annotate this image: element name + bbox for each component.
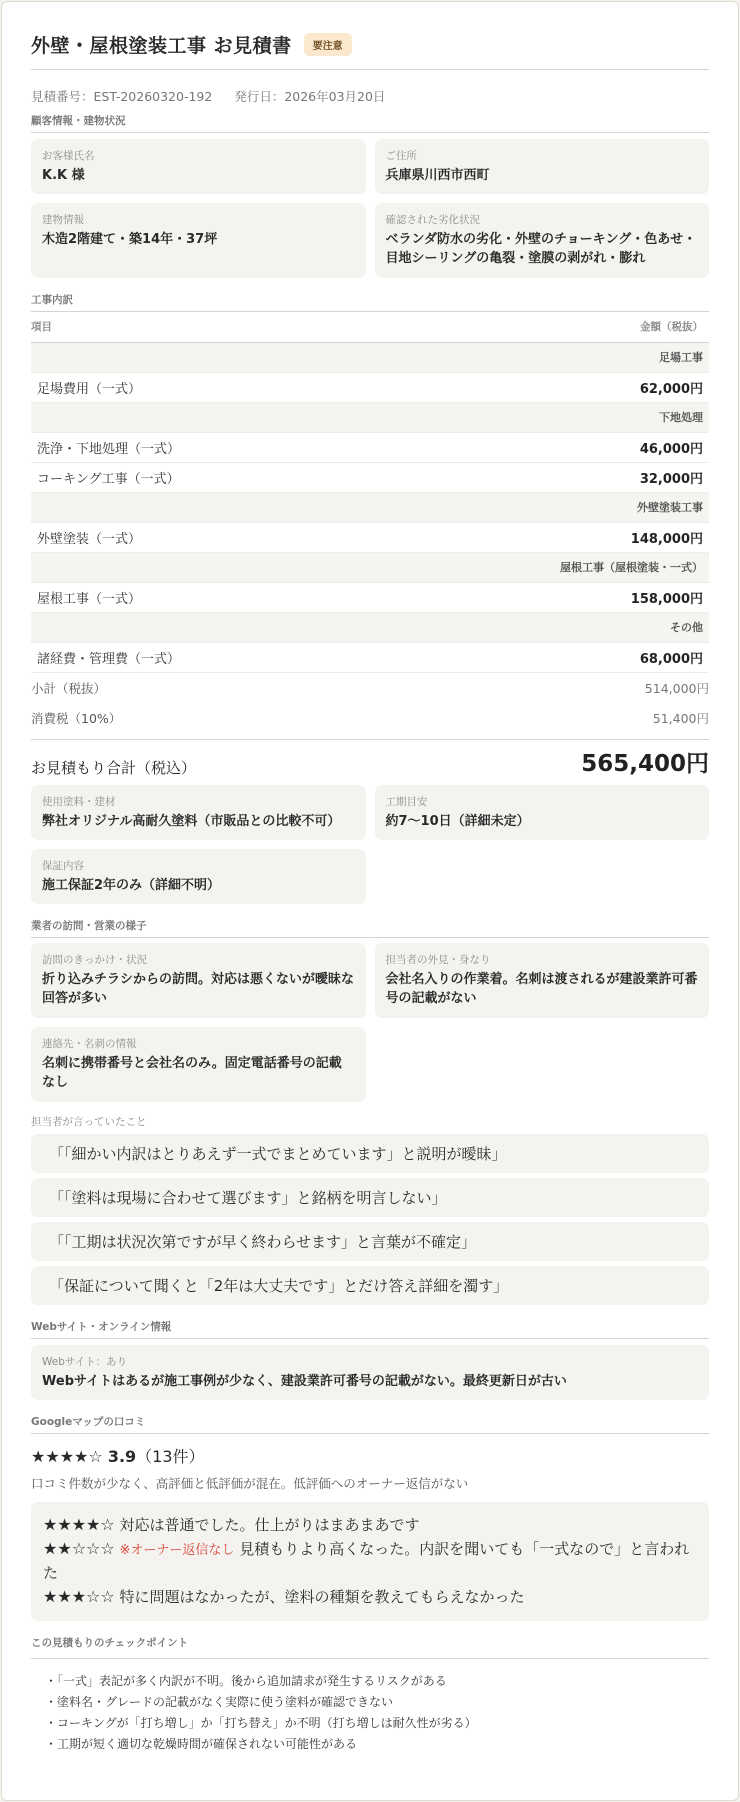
table-row [31,642,709,672]
total-value: 565,400円 [581,750,709,777]
table-row [31,462,709,492]
card-label: Webサイト：あり [42,1355,128,1368]
card-value: 折り込みチラシからの訪問。対応は悪くないが曖昧な回答が多い [42,971,355,1006]
review-text: 特に問題はなかったが、塗料の種類を教えてもらえなかった [119,1587,525,1606]
table-row [31,582,709,612]
works-section-title: 工事内訳 [31,292,709,312]
card-label: 連絡先・名刺の情報 [42,1037,137,1050]
review-stars-icon: ★★★★☆ [43,1514,115,1534]
subtotal-value: 514,000円 [644,680,709,696]
card-label: 確認された劣化状況 [385,214,480,226]
checkpoints-list [45,1671,709,1755]
estimate-number: 見積番号：EST-20260320-192 [31,89,213,104]
tax-label: 消費税（10%） [31,710,122,726]
building-info-card [31,203,366,278]
customer-section-title: 顧客情報・建物状況 [31,113,709,133]
estimate-meta [31,87,709,107]
item-amount: 68,000円 [476,642,709,672]
review-item [43,1537,697,1585]
item-label: 諸経費・管理費（一式） [31,642,476,672]
deterioration-card [375,203,710,278]
review-item [43,1585,697,1609]
card-label: お客様氏名 [42,150,95,162]
card-label: 使用塗料・建材 [42,795,116,808]
review-stars-icon: ★★★☆☆ [43,1586,115,1606]
works-table [31,312,709,673]
quote-item: 「「塗料は現場に合わせて選びます」と銘柄を明言しない」 [31,1178,709,1217]
total-row [31,748,709,778]
warranty-card [31,849,366,904]
category-row [31,612,709,642]
tax-value: 51,400円 [652,710,709,726]
item-label: 屋根工事（一式） [31,582,476,612]
item-amount: 32,000円 [476,462,709,492]
rating-value: 3.9 [107,1446,137,1466]
category-label: 外壁塗装工事 [31,492,709,522]
item-label: 洗浄・下地処理（一式） [31,432,476,462]
table-row [31,432,709,462]
card-label: 建物情報 [42,214,84,226]
card-value: 木造2階建て・築14年・37坪 [42,232,218,247]
google-section-title: Googleマップの口コミ [31,1414,709,1434]
card-value: 弊社オリジナル高耐久塗料（市販品との比較不可） [42,813,341,829]
card-value: 施工保証2年のみ（詳細不明） [42,877,221,893]
website-card [31,1345,709,1400]
category-row [31,342,709,372]
works-table-body [31,342,709,672]
quote-item: 「「細かい内訳はとりあえず一式でまとめています」と説明が曖昧」 [31,1134,709,1173]
warning-badge: 要注意 [304,33,352,56]
review-text: 見積もりより高くなった。内訳を聞いても「一式なので」と言われた [43,1539,690,1582]
page-title: 外壁・屋根塗装工事 お見積書 [31,34,292,57]
material-cards [31,785,709,904]
quote-item: 「保証について聞くと「2年は大丈夫です」とだけ答え詳細を濁す」 [31,1266,709,1305]
checkpoint-item: ・塗料名・グレードの記載がなく実際に使う塗料が確認できない [45,1694,394,1709]
card-value: 名刺に携帯番号と会社名のみ。固定電話番号の記載なし [42,1055,342,1090]
column-header-item: 項目 [31,312,476,342]
material-card [31,785,366,840]
table-row [31,522,709,552]
divider [31,739,709,740]
checkpoint-item: ・「一式」表記が多く内訳が不明。後から追加請求が発生するリスクがある [45,1673,447,1688]
category-label: 下地処理 [31,402,709,432]
schedule-card [375,785,710,840]
customer-cards [31,139,709,278]
customer-name-card [31,139,366,194]
card-label: ご住所 [385,150,417,162]
card-label: 担当者の外見・身なり [385,953,491,966]
reviews-box [31,1502,709,1621]
review-stars-icon: ★★☆☆☆ [43,1538,115,1558]
visit-section-title: 業者の訪問・営業の様子 [31,918,709,938]
card-label: 工期目安 [385,795,428,808]
address-card [375,139,710,194]
category-label: 屋根工事（屋根塗装・一式） [31,552,709,582]
card-value: K.K 様 [42,168,85,183]
appearance-card [375,943,710,1018]
visit-reason-card [31,943,366,1018]
review-text: 対応は普通でした。仕上がりはまあまあです [119,1515,420,1534]
rating-stars-icon: ★★★★☆ [31,1446,103,1466]
checkpoint-item: ・工期が短く適切な乾燥時間が確保されない可能性がある [45,1736,358,1751]
table-row [31,372,709,402]
quotes-section-title: 担当者が言っていたこと [31,1115,147,1128]
item-label: 外壁塗装（一式） [31,522,476,552]
card-value: 会社名入りの作業着。名刺は渡されるが建設業許可番号の記載がない [385,971,698,1006]
category-row [31,402,709,432]
owner-reply-note: ※オーナー返信なし [119,1542,235,1558]
tax-row [31,703,709,733]
review-summary: 口コミ件数が少なく、高評価と低評価が混在。低評価へのオーナー返信がない [31,1475,469,1491]
quote-item: 「「工期は状況次第ですが早く終わらせます」と言葉が不確定」 [31,1222,709,1261]
card-value: 兵庫県川西市西町 [385,168,490,183]
title-row [31,24,709,64]
contact-info-card [31,1027,366,1102]
quotes-list [31,1134,709,1305]
item-amount: 148,000円 [476,522,709,552]
card-value: Webサイトはあるが施工事例が少なく、建設業許可番号の記載がない。最終更新日が古い [42,1373,567,1389]
category-row [31,492,709,522]
card-value: 約7〜10日（詳細未定） [385,813,530,829]
item-amount: 158,000円 [476,582,709,612]
subtotal-row [31,673,709,703]
issue-date: 発行日：2026年03月20日 [234,89,386,104]
subtotal-label: 小計（税抜） [31,680,107,696]
web-section-title: Webサイト・オンライン情報 [31,1319,709,1339]
checkpoint-item: ・コーキングが「打ち増し」か「打ち替え」か不明（打ち増しは耐久性が劣る） [45,1715,477,1730]
estimate-sheet [1,1,739,1801]
column-header-amount: 金額（税抜） [476,312,709,342]
review-count: （13件） [136,1446,205,1466]
card-label: 保証内容 [42,859,84,872]
total-label: お見積もり合計（税込） [31,758,197,777]
item-amount: 62,000円 [476,372,709,402]
category-label: その他 [31,612,709,642]
visit-cards [31,943,709,1102]
item-amount: 46,000円 [476,432,709,462]
card-value: ベランダ防水の劣化・外壁のチョーキング・色あせ・目地シーリングの亀裂・塗膜の剥がれ・膨れ [385,232,697,266]
rating-row [31,1444,709,1466]
item-label: 足場費用（一式） [31,372,476,402]
review-item [43,1513,697,1537]
checkpoints-section-title: この見積もりのチェックポイント [31,1635,709,1659]
card-label: 訪問のきっかけ・状況 [42,953,147,966]
item-label: コーキング工事（一式） [31,462,476,492]
category-label: 足場工事 [31,342,709,372]
divider [31,69,709,70]
category-row [31,552,709,582]
